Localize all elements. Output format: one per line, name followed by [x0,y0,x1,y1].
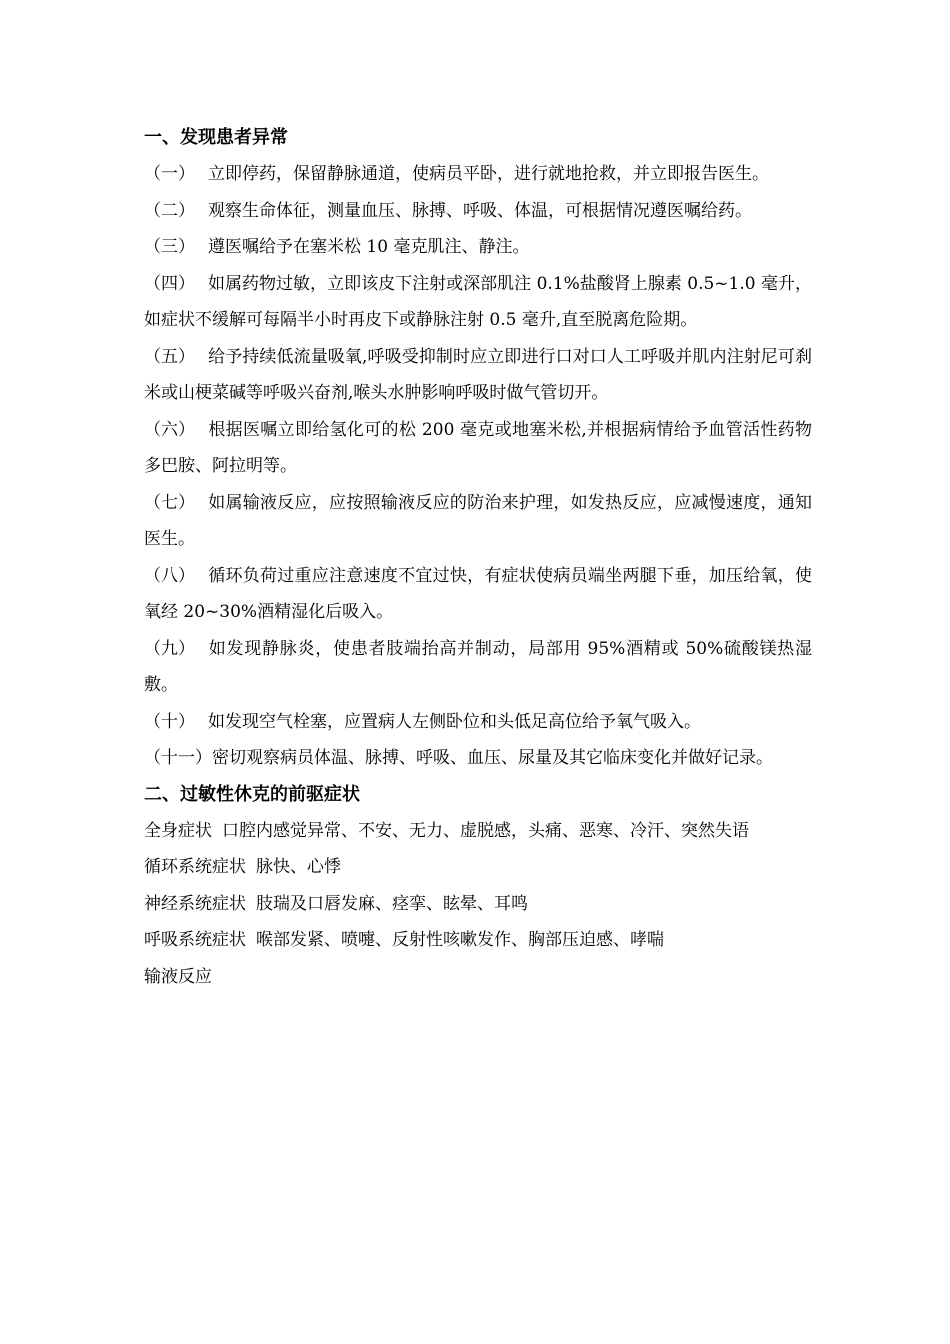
symptom-text: 脉快、心悸 [256,857,341,877]
symptom-label: 循环系统症状 [144,857,246,877]
item-text: 如属药物过敏，立即该皮下注射或深部肌注 0.1%盐酸肾上腺素 0.5~1.0 毫升，如症状不缓解可每隔半小时再皮下或静脉注射 0.5 毫升,直至脱离危险期。 [144,273,812,330]
item-number: （十） [144,711,195,732]
section-heading-2: 二、过敏性休克的前驱症状 [144,783,360,805]
item-number: （四） [144,273,195,294]
list-item [144,156,812,193]
item-text: 给予持续低流量吸氧,呼吸受抑制时应立即进行口对口人工呼吸并肌内注射尼可刹米或山梗菜碱等呼吸兴奋剂,喉头水肿影响呼吸时做气管切开。 [144,346,812,403]
list-item [144,266,812,339]
list-item [144,485,812,558]
symptom-label: 呼吸系统症状 [144,930,246,950]
item-text: 立即停药，保留静脉通道，使病员平卧，进行就地抢救，并立即报告医生。 [208,164,769,184]
list-item [144,339,812,412]
item-number: （二） [144,200,195,221]
symptom-label: 神经系统症状 [144,893,246,914]
item-number: （七） [144,492,195,513]
symptom-label: 全身症状 [144,820,212,841]
item-number: （八） [144,565,195,586]
item-text: 如属输液反应，应按照输液反应的防治来护理，如发热反应，应减慢速度，通知医生。 [144,492,812,549]
symptom-text: 喉部发紧、喷嚏、反射性咳嗽发作、胸部压迫感、哮喘 [256,930,664,950]
list-item [144,704,812,741]
item-number: （三） [144,237,195,257]
symptom-line [144,849,812,886]
item-number: （一） [144,164,195,184]
item-number: （五） [144,346,195,367]
item-text: 密切观察病员体温、脉搏、呼吸、血压、尿量及其它临床变化并做好记录。 [212,748,773,768]
item-number: （九） [144,638,195,659]
symptom-text: 口腔内感觉异常、不安、无力、虚脱感，头痛、恶寒、冷汗、突然失语 [222,820,749,841]
list-item [144,229,812,266]
list-item [144,412,812,485]
list-item [144,740,812,777]
symptom-line [144,813,812,850]
item-number: （六） [144,419,195,440]
list-item [144,193,812,230]
trailing-line: 输液反应 [144,966,212,987]
symptom-line [144,886,812,923]
symptom-text: 肢瑞及口唇发麻、痉挛、眩晕、耳鸣 [256,893,528,914]
item-number: （十一） [144,748,212,768]
item-text: 如发现静脉炎，使患者肢端抬高并制动，局部用 95%酒精或 50%硫酸镁热湿敷。 [144,638,812,695]
item-text: 如发现空气栓塞，应置病人左侧卧位和头低足高位给予氧气吸入。 [208,711,701,732]
document-body [144,120,812,995]
item-text: 观察生命体征，测量血压、脉搏、呼吸、体温，可根据情况遵医嘱给药。 [208,200,752,221]
symptom-line [144,922,812,959]
list-item [144,558,812,631]
list-item [144,631,812,704]
item-text: 根据医嘱立即给氢化可的松 200 毫克或地塞米松,并根据病情给予血管活性药物多巴胺、阿拉明等。 [144,419,812,476]
item-text: 循环负荷过重应注意速度不宜过快，有症状使病员端坐两腿下垂，加压给氧，使氧经 20~30%酒精湿化后吸入。 [144,565,812,622]
section-heading-1: 一、发现患者异常 [144,127,288,148]
item-text: 遵医嘱给予在塞米松 10 毫克肌注、静注。 [208,237,530,257]
